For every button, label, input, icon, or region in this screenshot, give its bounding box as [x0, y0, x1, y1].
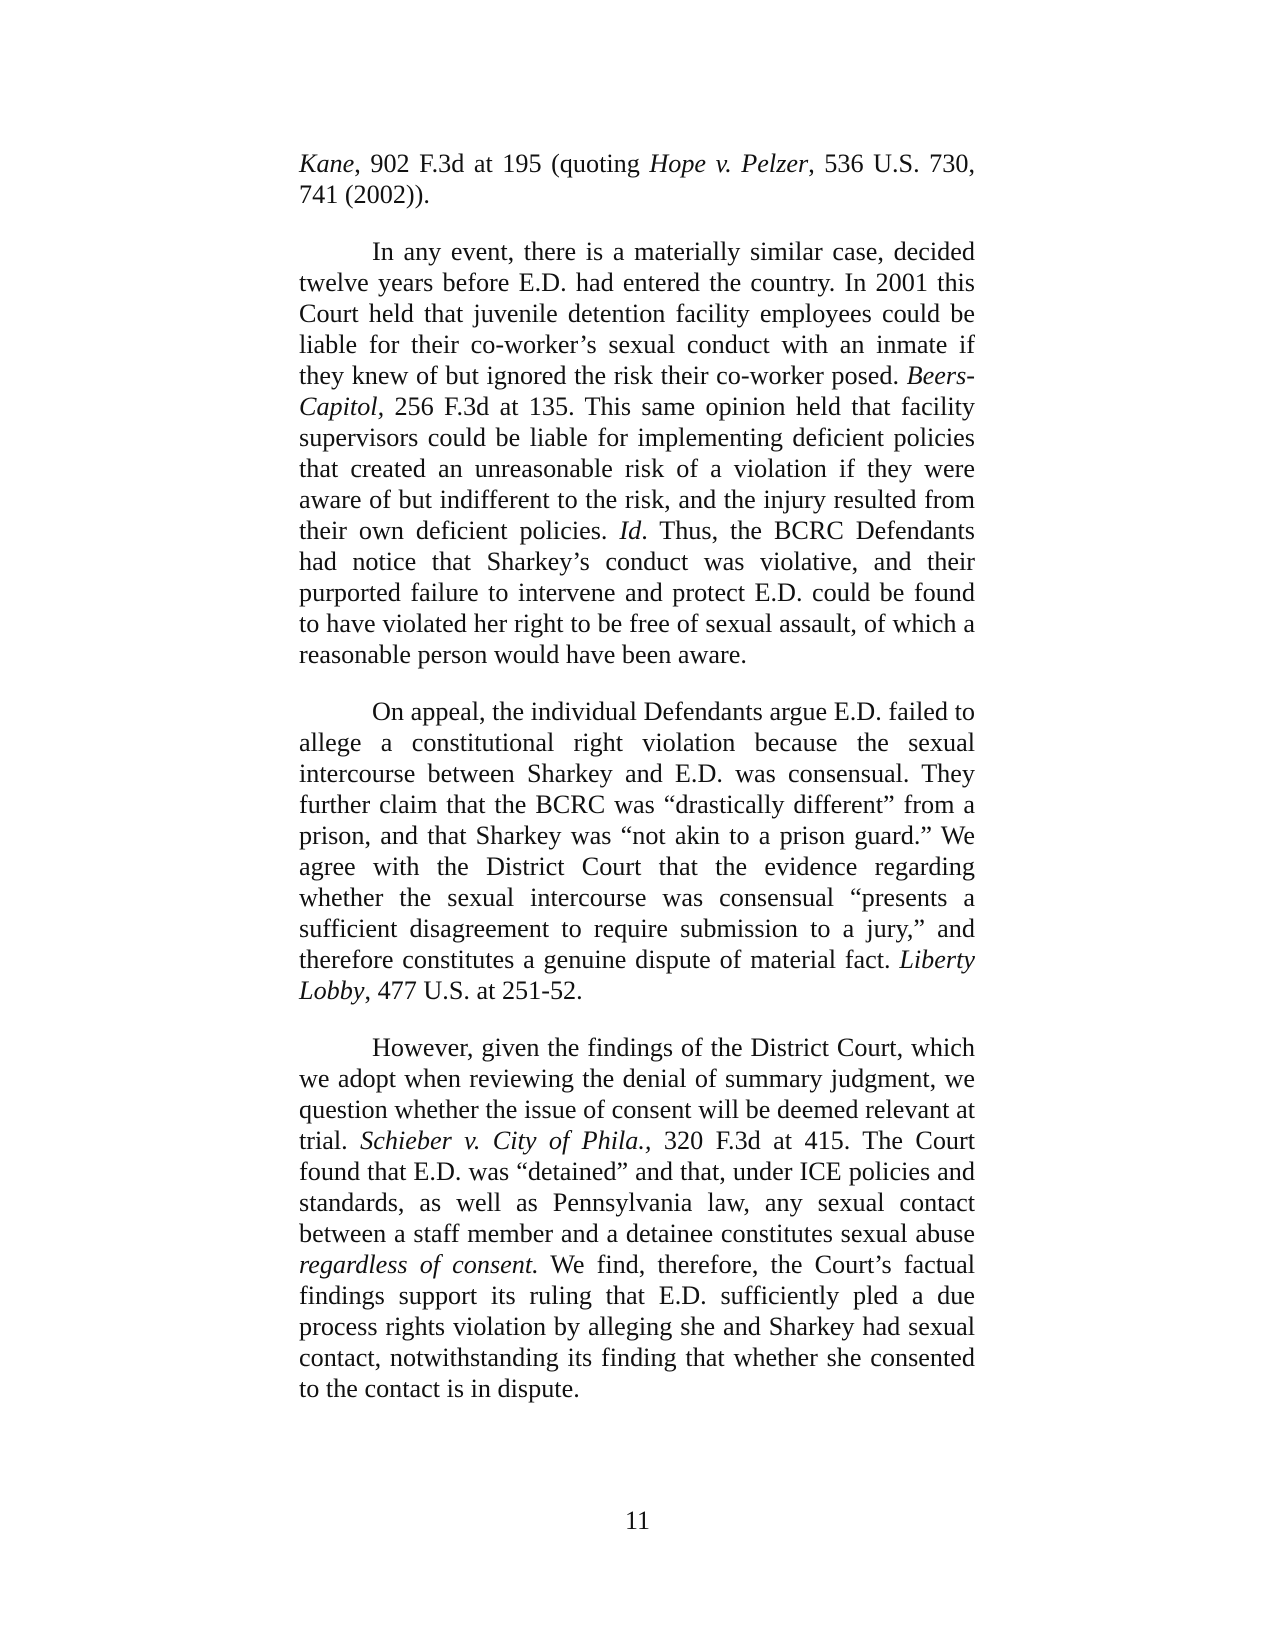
citation-italic: regardless of consent.	[299, 1250, 539, 1279]
paragraph-text: , 902 F.3d at 195 (quoting	[354, 149, 650, 178]
paragraph-1	[299, 148, 975, 210]
paragraph-text: 256 F.3d at 135. This same opinion held that facility supervisors could be liable for implementing deficient policies that created an unreasonable risk of a violation if they were aware of but indifferent to the risk, and the injury resulted from their own deficient policies.	[299, 392, 975, 545]
paragraph-text: 320 F.3d at 415. The Court found that E.D. was “detained” and that, under ICE policies and standards, as well as Pennsylvania law, any sexual contact between a staff member and a detainee constitutes sexual abuse	[299, 1126, 976, 1248]
paragraph-text: , 536 U.S. 730, 741 (2002)).	[299, 149, 975, 209]
citation-italic: Beers-Capitol,	[299, 361, 975, 421]
paragraph-text: However, given the findings of the District Court, which we adopt when reviewing the denial of summary judgment, we question whether the issue of consent will be deemed relevant at trial.	[299, 1033, 975, 1155]
paragraph-4	[299, 1032, 975, 1404]
paragraph-text: . Thus, the BCRC Defendants had notice that Sharkey’s conduct was violative, and their purported failure to intervene and protect E.D. could be found to have violated her right to be free of sexual assault, of which a reasonable person would have been aware.	[299, 516, 975, 669]
citation-italic: Liberty Lobby	[299, 945, 975, 1005]
paragraph-2	[299, 236, 975, 670]
paragraph-3	[299, 696, 975, 1006]
citation-italic: Schieber v. City of Phila.,	[360, 1126, 652, 1155]
citation-italic: Hope v. Pelzer	[649, 149, 809, 178]
paragraph-text: On appeal, the individual Defendants argue E.D. failed to allege a constitutional right violation because the sexual intercourse between Sharkey and E.D. was consensual. They further claim that the BCRC was “drastically different” from a prison, and that Sharkey was “not akin to a prison guard.” We agree with the District Court that the evidence regarding whether the sexual intercourse was consensual “presents a sufficient disagreement to require submission to a jury,” and therefore constitutes a genuine dispute of material fact.	[299, 697, 975, 974]
page-number: 11	[624, 1506, 651, 1535]
citation-italic: Id	[619, 516, 642, 545]
paragraph-text: We find, therefore, the Court’s factual findings support its ruling that E.D. sufficiently pled a due process rights violation by alleging she and Sharkey had sexual contact, notwithstanding its finding that whether she consented to the contact is in dispute.	[299, 1250, 975, 1403]
citation-italic: Kane	[299, 149, 355, 178]
opinion-body	[299, 148, 975, 1404]
paragraph-text: In any event, there is a materially similar case, decided twelve years before E.D. had entered the country. In 2001 this Court held that juvenile detention facility employees could be liable for their co-worker’s sexual conduct with an inmate if they knew of but ignored the risk their co-worker posed.	[299, 237, 975, 390]
paragraph-text: , 477 U.S. at 251-52.	[364, 976, 583, 1005]
